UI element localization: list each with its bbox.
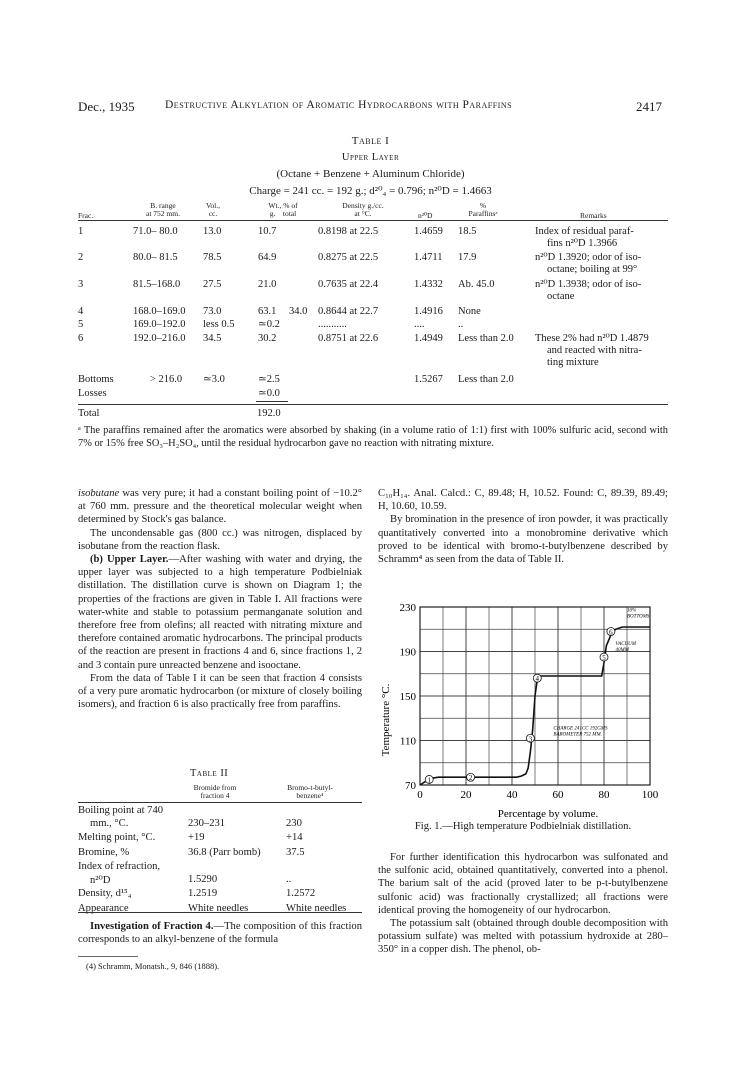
sulfonation-paragraph: For further identification this hydrocarbon was sulfonated and the sulfonic acid, obtained quantitatively, converted into a phenol. The barium salt of the acid (proved later to be p-t-butylbenzene sulfonic acid) was fractionally crystallized; all fractions were identical proving the homogeneity of our hydrocarbon. (378, 852, 668, 916)
bottoms-brange: > 216.0 (150, 374, 183, 385)
table1-cell-vol: 78.5 (203, 252, 222, 263)
table1-subtitle: (Octane + Benzene + Aluminum Chloride) (276, 168, 465, 180)
col-nd: n²⁰D (418, 211, 433, 220)
col-wt: Wt., % of g. total (268, 201, 298, 218)
bottoms-paraffins: Less than 2.0 (458, 374, 514, 385)
table2-value-b: White needles (286, 902, 347, 914)
table2-value-b: 37.5 (286, 846, 305, 858)
table1-cell-wt: 21.0 (258, 279, 277, 290)
bottoms-wt: ≃2.5 (258, 374, 280, 385)
table1-cell-wt: 10.7 (258, 226, 277, 237)
table1-cell-par: 18.5 (458, 226, 477, 237)
losses-wt: ≃0.0 (258, 388, 280, 399)
chart-annotation: BAROMETER 752 MM. (553, 732, 602, 738)
table2-bottom-rule (78, 912, 362, 913)
table2-row-label: Boiling point at 740 (78, 805, 164, 816)
right-column-bottom (378, 851, 668, 957)
table1-remarks-line: fins n²⁰D 1.3966 (547, 238, 618, 249)
table1-cell-brange: 192.0–216.0 (133, 333, 186, 344)
chart-xlabel: Percentage by volume. (497, 808, 599, 820)
table2-col1-header: Bromide from fraction 4 (193, 783, 237, 800)
table1-remarks-line: and reacted with nitra- (547, 345, 642, 356)
table1-cell-wt: 63.1 (258, 306, 277, 317)
x-tick-label: 60 (552, 789, 564, 801)
x-tick-label: 100 (641, 789, 659, 801)
table1-cell-density: 0.8644 at 22.7 (318, 306, 379, 317)
paragraph-uncondensable-gas: The uncondensable gas (800 cc.) was nitrogen, displaced by isobutane from the reaction flask. (78, 527, 362, 552)
x-tick-label: 80 (598, 789, 610, 801)
x-tick-label: 40 (506, 789, 518, 801)
figure-caption: Fig. 1.—High temperature Podbielniak distillation. (414, 821, 632, 832)
table1-cell-nd: .... (414, 319, 425, 330)
table1-cell-density: 0.7635 at 22.4 (318, 279, 379, 290)
table1-cell-nd: 1.4711 (414, 252, 443, 263)
fraction-marker-label: 2 (468, 774, 473, 783)
chart-annotation: 16% (627, 608, 637, 614)
table1-cell-density: 0.8275 at 22.5 (318, 252, 379, 263)
table1-cell-density: 0.8198 at 22.5 (318, 226, 379, 237)
table1-cell-nd: 1.4659 (414, 226, 443, 237)
table1-cell-nd: 1.4332 (414, 279, 443, 290)
table1-sublabel: Upper Layer (341, 152, 400, 163)
header-title: Destructive Alkylation of Aromatic Hydrocarbons with Paraffins (165, 99, 513, 111)
table2-row-label: Index of refraction, (78, 861, 161, 872)
table2-value-b: +14 (286, 832, 303, 843)
table1-cell-vol: 34.5 (203, 333, 222, 344)
chart-annotation: VACUUM (615, 641, 636, 647)
table1-cell-vol: 13.0 (203, 226, 222, 237)
bottoms-vol: ≃3.0 (203, 374, 225, 385)
table1-remarks-line: octane; boiling at 99° (547, 264, 638, 275)
chart-annotation: CHARGE 241CC 192GMS (553, 726, 608, 732)
table2-label: Table II (190, 768, 229, 779)
table1-cell-brange: 81.5–168.0 (133, 279, 181, 290)
potassium-salt-paragraph: The potassium salt (obtained through double decomposition with potassium sulfate) was melted with potassium hydroxide at 280–350° in a copper dish. The phenol, ob- (378, 918, 668, 956)
table1-bottom-rule (78, 404, 668, 405)
fraction-marker-label: 5 (602, 654, 606, 663)
bromination-paragraph: By bromination in the presence of iron powder, it was practically quantitatively converted into a monobromine derivative which proved to be identical with bromo-t-butylbenzene described by Schramm⁴ as seen from the data of Table II. (378, 514, 668, 566)
table2-row-label: Melting point, °C. (78, 832, 156, 843)
table1-charge: Charge = 241 cc. = 192 g.; d²⁰₄ = 0.796; n²⁰D = 1.4663 (249, 185, 492, 197)
col-remarks: Remarks (580, 211, 607, 220)
total-rule (256, 401, 288, 402)
table1-remarks-line: n²⁰D 1.3938; odor of iso- (535, 279, 642, 290)
table1-cell-wt: ≃0.2 (258, 319, 280, 330)
table1-remarks-line: These 2% had n²⁰D 1.4879 (535, 333, 649, 344)
bottoms-nd: 1.5267 (414, 374, 443, 385)
analysis-text: C₁₀H₁₄. Anal. Calcd.: C, 89.48; H, 10.52. Found: C, 89.39, 89.49; H, 10.60, 10.59. (378, 488, 668, 513)
table1-label: Table I (351, 135, 390, 147)
isobutane-word: isobutane (78, 488, 120, 499)
table1-cell-par: .. (458, 319, 464, 330)
fraction-marker-label: 1 (427, 776, 431, 785)
col-brange: B. range at 752 mm. (146, 201, 180, 218)
table1-cell-density: 0.8751 at 22.6 (318, 333, 379, 344)
col-frac: Frac. (78, 211, 94, 220)
table2-row-label: n²⁰D (90, 874, 111, 886)
total-wt: 192.0 (257, 408, 281, 419)
fraction4-paragraph: Investigation of Fraction 4.—The composition of this fraction corresponds to an alkyl-benzene of the formula (78, 921, 362, 946)
table2-value-b: .. (286, 873, 292, 885)
y-tick-label: 150 (399, 691, 416, 703)
x-tick-label: 0 (417, 789, 423, 801)
table1-cell-brange: 80.0– 81.5 (133, 252, 178, 263)
bottoms-label: Bottoms (78, 374, 114, 385)
x-tick-label: 20 (460, 789, 472, 801)
header-date: Dec., 1935 (78, 99, 135, 114)
chart-annotation: 40MM (615, 647, 629, 653)
col-density: Density g./cc. at °C. (342, 201, 384, 218)
distillation-chart (378, 595, 673, 820)
table1-cell-wt: 30.2 (258, 333, 277, 344)
left-column-text: isobutane was very pure; it had a constant boiling point of −10.2° at 760 mm. pressure and the theoretical molecular weight when determined by Stock's gas balance. The uncondensable gas (800 cc.) was nitrogen, displaced by isobutane from the reaction flask. (b) Upper Layer.—After washing with water and drying, the upper layer was subjected to a high temperature Podbielniak distillation. The distillation curve is shown on Diagram 1; the properties of the fractions are given in Table I. All fractions were water-white and stable to potassium permanganate solution and therefore free from olefins; all reacted with nitrating mixture and therefore contained aromatic hydrocarbons. The principal products of the reaction are present in fractions 4 and 6, since fractions 1, 2 and 3 contain pure unreacted benzene and isooctane. From the data of Table I it can be seen that fraction 4 consists of a very pure aromatic hydrocarbon (or mixture of closely boiling isomers), and fraction 6 is also practically free from paraffins. (78, 488, 362, 711)
table1-cell-brange: 168.0–169.0 (133, 306, 186, 317)
chart-ticks (400, 602, 659, 801)
table2-value-a: 230–231 (188, 817, 226, 829)
table2-header-rule (78, 802, 362, 803)
table1-cell-frac: 1 (78, 226, 84, 237)
table2-row-label: Density, d¹⁵₄ (78, 888, 132, 899)
chart-annotation: BOTTOMS (627, 614, 650, 620)
table1-remarks-line: Index of residual paraf- (535, 226, 634, 237)
table1-cell-frac: 6 (78, 333, 84, 344)
table1-remarks-line: n²⁰D 1.3920; odor of iso- (535, 252, 642, 263)
chart-ylabel: Temperature °C. (380, 683, 392, 757)
total-label: Total (78, 408, 100, 419)
table1-cell-brange: 169.0–192.0 (133, 319, 186, 330)
table1-footnote: ᵃ The paraffins remained after the aromatics were absorbed by shaking (in a volume ratio of 1:1) first with 100% sulfuric acid, second with 7% or 15% free SO₃–H₂SO₄, until the residual hydrocarbon gave no reaction with nitrating mixture. (78, 425, 668, 450)
reference-footnote: (4) Schramm, Monatsh., 9, 846 (1888). (86, 961, 220, 971)
table1-cell-total: 34.0 (289, 306, 308, 317)
table1-cell-par: None (458, 306, 481, 317)
table1-cell-par: Ab. 45.0 (458, 279, 495, 290)
table1-cell-frac: 5 (78, 319, 84, 330)
table1-cell-frac: 4 (78, 306, 84, 317)
table1-cell-vol: less 0.5 (203, 319, 235, 330)
table2-value-a: 1.5290 (188, 873, 218, 885)
table2-row-label: Appearance (78, 902, 129, 914)
table2-value-b: 1.2572 (286, 888, 316, 899)
table1-cell-par: 17.9 (458, 252, 477, 263)
fraction-marker-label: 3 (528, 735, 533, 744)
page-number: 2417 (636, 99, 662, 114)
y-tick-label: 110 (399, 735, 416, 748)
table1-cell-vol: 27.5 (203, 279, 222, 290)
col-paraffins: % Paraffinsᵃ (468, 201, 498, 218)
right-column-top (378, 487, 668, 566)
table1-cell-density: ........... (318, 319, 347, 330)
table1-cell-frac: 3 (78, 279, 84, 290)
table2-value-b: 230 (286, 817, 302, 829)
table1-cell-vol: 73.0 (203, 306, 222, 317)
table1-cell-par: Less than 2.0 (458, 333, 514, 344)
table1-cell-wt: 64.9 (258, 252, 277, 263)
table1-remarks-line: ting mixture (547, 357, 599, 368)
losses-label: Losses (78, 388, 107, 399)
table1-cell-brange: 71.0– 80.0 (133, 226, 178, 237)
table2-value-a: 36.8 (Parr bomb) (188, 846, 261, 858)
y-tick-label: 70 (405, 780, 416, 792)
fraction-marker-label: 4 (535, 675, 540, 684)
table2-value-a: White needles (188, 902, 249, 914)
table1-header-rule (78, 220, 668, 221)
fraction-marker-label: 6 (609, 628, 613, 637)
y-tick-label: 230 (399, 602, 416, 614)
y-tick-label: 190 (399, 646, 416, 659)
table2-col2-header: Bromo-t-butyl- benzene⁴ (287, 783, 333, 800)
table2-row-label: Bromine, % (78, 846, 130, 858)
table1-remarks-line: octane (547, 291, 575, 302)
table1-cell-nd: 1.4949 (414, 333, 443, 344)
paragraph-table1-summary: From the data of Table I it can be seen that fraction 4 consists of a very pure aromatic hydrocarbon (or mixture of closely boiling isomers), and fraction 6 is also practically free from paraffins. (78, 672, 362, 711)
table2-value-a: 1.2519 (188, 888, 218, 899)
paragraph-upper-layer: (b) Upper Layer.—After washing with water and drying, the upper layer was subjected to a high temperature Podbielniak distillation. The distillation curve is shown on Diagram 1; the properties of the fractions are given in Table I. All fractions were water-white and stable to potassium permanganate solution and therefore free from olefins; all reacted with nitrating mixture and therefore contained aromatic hydrocarbons. The principal products of the reaction are present in fractions 4 and 6, since fractions 1, 2 and 3 contain pure unreacted benzene and isooctane. (78, 554, 362, 671)
table1-cell-nd: 1.4916 (414, 306, 443, 317)
table1-cell-frac: 2 (78, 252, 84, 263)
table2-value-a: +19 (188, 832, 205, 843)
table2-row-label: mm., °C. (90, 817, 129, 829)
footnote-rule (78, 956, 138, 957)
col-vol: Vol., cc. (205, 201, 221, 218)
